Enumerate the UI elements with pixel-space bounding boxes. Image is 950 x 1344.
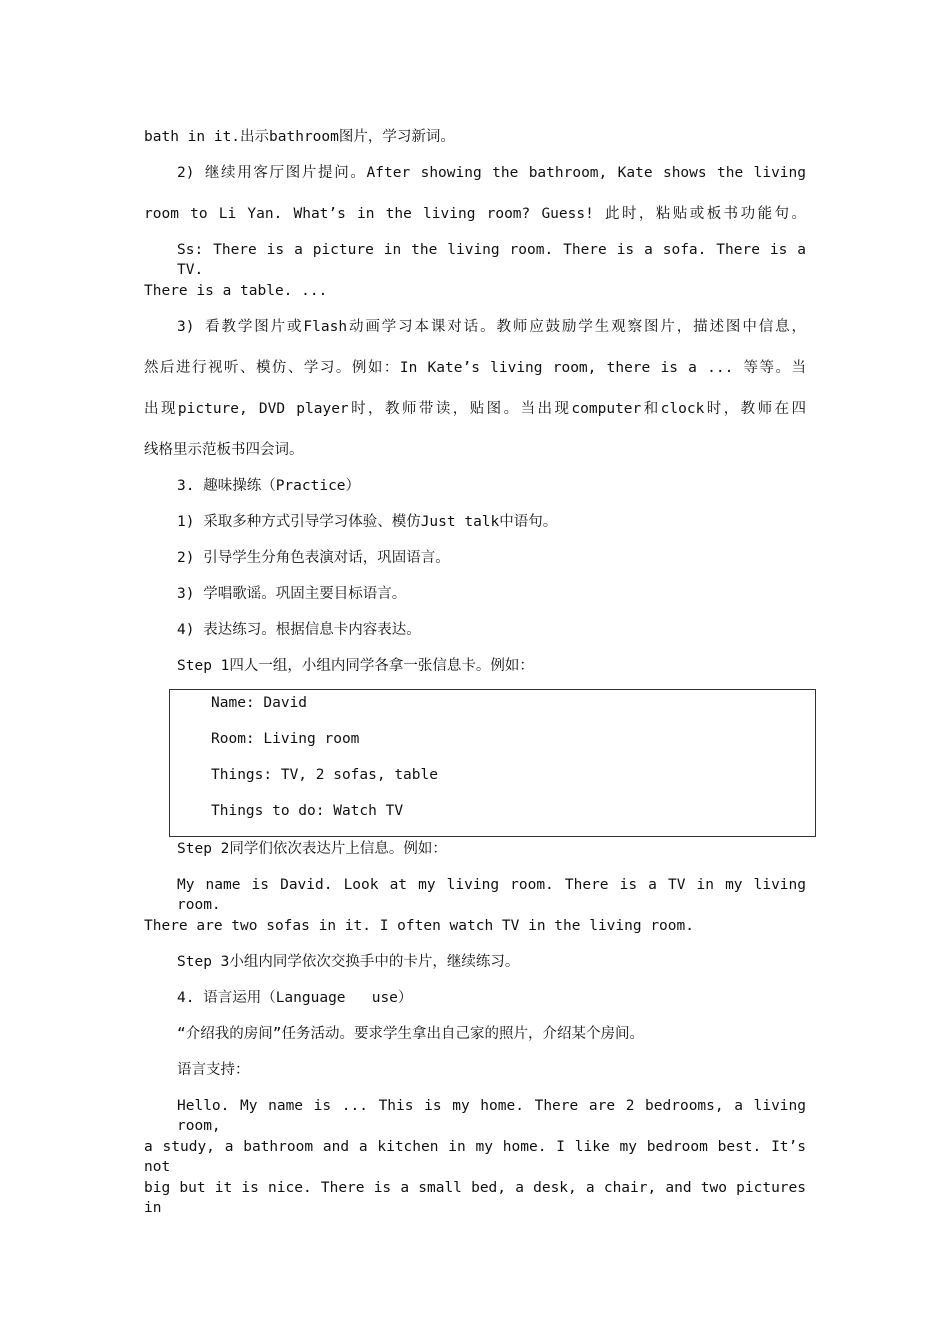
paragraph-line: room to Li Yan. What’s in the living room? Guess! 此时，粘贴或板书功能句。	[144, 206, 806, 222]
paragraph-line: 2) 继续用客厅图片提问。After showing the bathroom, Kate shows the living	[177, 165, 806, 181]
step-line: Step 1四人一组，小组内同学各拿一张信息卡。例如：	[177, 658, 534, 674]
paragraph-line: a study, a bathroom and a kitchen in my home. I like my bedroom best. It’s not	[144, 1139, 806, 1175]
paragraph-line: There are two sofas in it. I often watch TV in the living room.	[144, 918, 694, 934]
list-item: 2) 引导学生分角色表演对话，巩固语言。	[177, 550, 450, 566]
paragraph-line: 然后进行视听、模仿、学习。例如：In Kate’s living room, there is a ... 等等。当	[144, 360, 806, 376]
list-item: 4) 表达练习。根据信息卡内容表达。	[177, 622, 421, 638]
paragraph-line: big but it is nice. There is a small bed, a desk, a chair, and two pictures in	[144, 1180, 806, 1216]
list-item: 3) 学唱歌谣。巩固主要目标语言。	[177, 586, 407, 602]
paragraph-line: Ss: There is a picture in the living room. There is a sofa. There is a TV.	[177, 242, 806, 278]
list-item: 1) 采取多种方式引导学习体验、模仿Just talk中语句。	[177, 514, 558, 530]
card-todo: Things to do: Watch TV	[211, 803, 404, 819]
paragraph-line: 3) 看教学图片或Flash动画学习本课对话。教师应鼓励学生观察图片，描述图中信息，	[177, 319, 806, 335]
card-things: Things: TV, 2 sofas, table	[211, 767, 438, 783]
step-line: Step 2同学们依次表达片上信息。例如：	[177, 841, 447, 857]
section-heading: 3. 趣味操练（Practice）	[177, 478, 361, 494]
info-card	[169, 689, 816, 837]
section-heading: 4. 语言运用（Language use）	[177, 990, 413, 1006]
card-room: Room: Living room	[211, 731, 360, 747]
paragraph-line: My name is David. Look at my living room. There is a TV in my living room.	[177, 877, 806, 913]
paragraph-line: Hello. My name is ... This is my home. There are 2 bedrooms, a living room,	[177, 1098, 806, 1134]
card-name: Name: David	[211, 695, 308, 711]
paragraph-line: 线格里示范板书四会词。	[144, 442, 304, 458]
step-line: Step 3小组内同学依次交换手中的卡片，继续练习。	[177, 954, 520, 970]
paragraph-line: bath in it.出示bathroom图片，学习新词。	[144, 129, 455, 145]
paragraph-line: 语言支持：	[177, 1062, 250, 1078]
paragraph-line: There is a table. ...	[144, 283, 328, 299]
paragraph-line: 出现picture, DVD player时，教师带读，贴图。当出现computer和clock时，教师在四	[144, 401, 806, 417]
paragraph-line: “介绍我的房间”任务活动。要求学生拿出自己家的照片，介绍某个房间。	[177, 1026, 644, 1042]
